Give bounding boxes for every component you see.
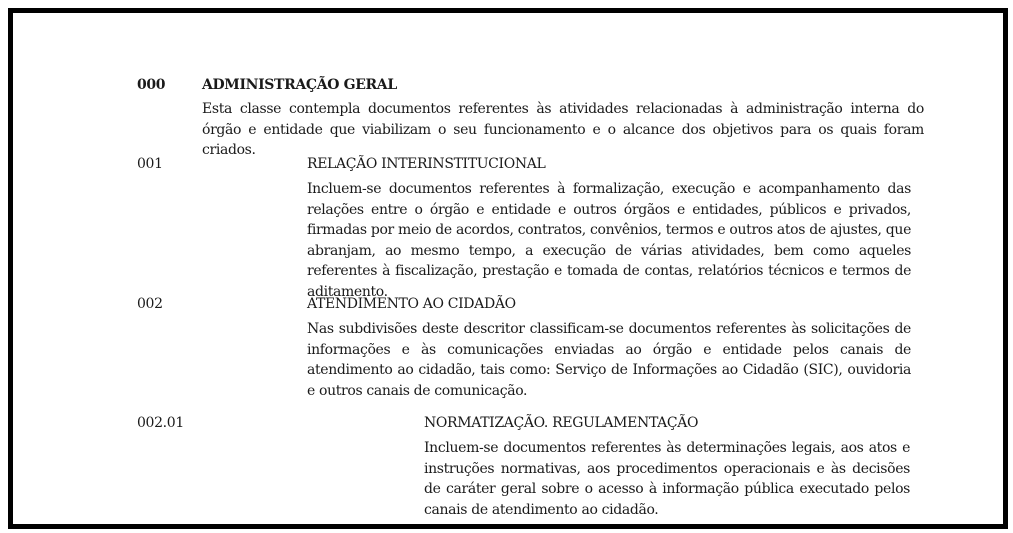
class-description-001: Incluem-se documentos referentes à formalização, execução e acompanhamento das relações entre o órgão e entidade e outros órgãos e entidades, públicos e privados, firmadas por meio de acordos, contratos, convênios, termos e outros atos de ajustes, que abranjam, ao mesmo tempo, a execução de várias atividades, bem como aqueles referentes à fiscalização, prestação e tomada de contas, relatórios técnicos e termos de aditamento. — [307, 181, 911, 300]
class-title-000: ADMINISTRAÇÃO GERAL — [202, 77, 397, 93]
class-description-000: Esta classe contempla documentos referentes às atividades relacionadas à administração interna do órgão e entidade que viabilizam o seu funcionamento e o alcance dos objetivos para os quais foram criados. — [202, 101, 924, 158]
class-title-001: RELAÇÃO INTERINSTITUCIONAL — [307, 156, 546, 172]
class-description-002: Nas subdivisões deste descritor classificam-se documentos referentes às solicitações de informações e às comunicações enviadas ao órgão e entidade pelos canais de atendimento ao cidadão, tais como: Serviço de Informações ao Cidadão (SIC), ouvidoria e outros canais de comunicação. — [307, 321, 911, 399]
class-code-002: 002 — [137, 296, 163, 312]
class-title-002: ATENDIMENTO AO CIDADÃO — [307, 296, 516, 312]
classification-document — [13, 13, 1003, 524]
class-code-002-01: 002.01 — [137, 415, 184, 431]
class-title-002-01: NORMATIZAÇÃO. REGULAMENTAÇÃO — [424, 415, 699, 431]
class-code-000: 000 — [137, 77, 166, 93]
class-code-001: 001 — [137, 156, 163, 172]
document-frame — [8, 8, 1008, 529]
class-description-002-01: Incluem-se documentos referentes às determinações legais, aos atos e instruções normativas, aos procedimentos operacionais e às decisões de caráter geral sobre o acesso à informação pública executado pelos canais de atendimento ao cidadão. — [424, 440, 910, 518]
